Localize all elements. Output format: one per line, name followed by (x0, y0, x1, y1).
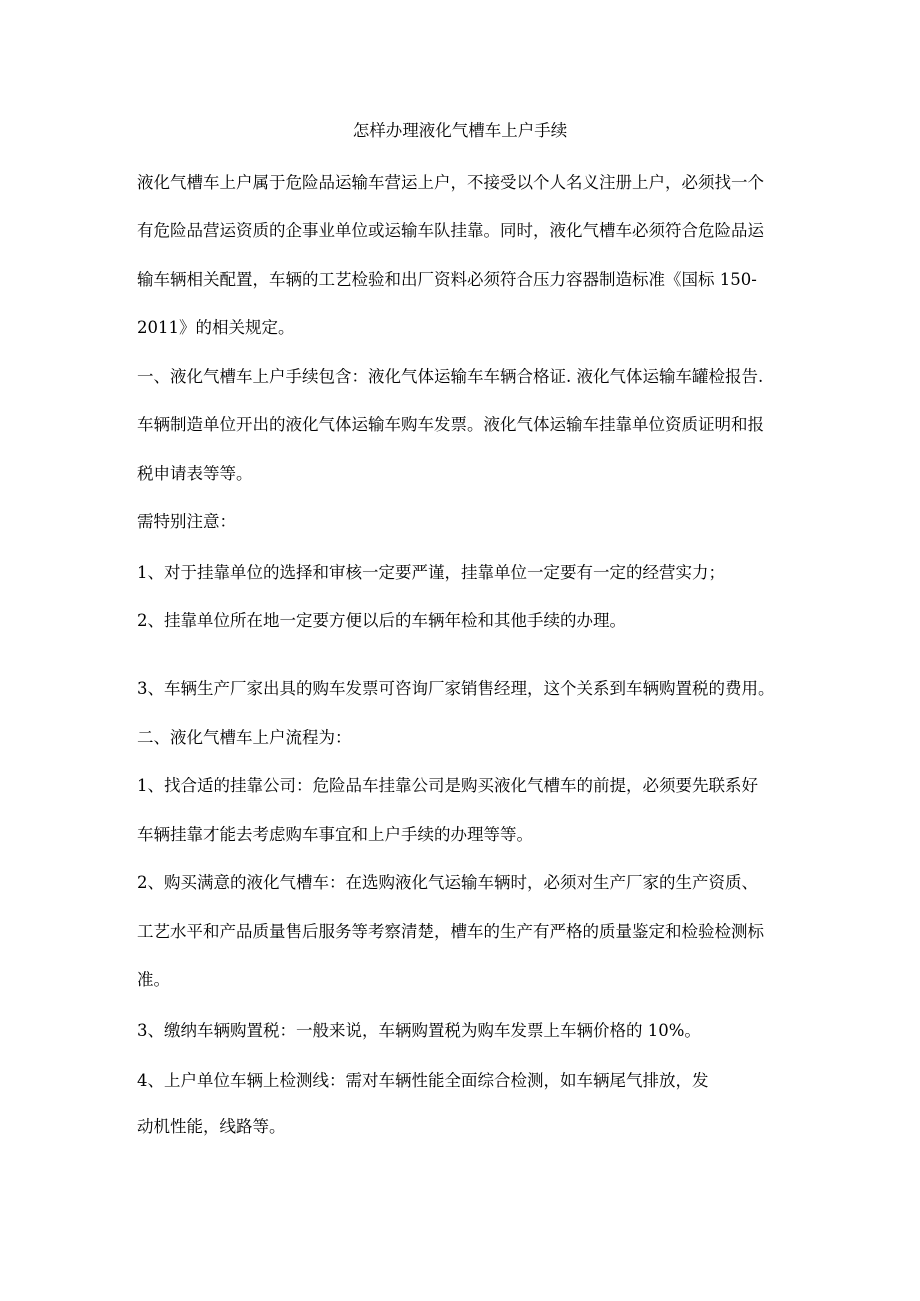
step2-line: 准。 (137, 970, 170, 989)
step1-line: 1、找合适的挂靠公司：危险品车挂靠公司是购买液化气槽车的前提，必须要先联系好 (137, 776, 758, 795)
intro-line: 输车辆相关配置，车辆的工艺检验和出厂资料必须符合压力容器制造标准《国标 150- (137, 270, 757, 289)
notice-heading: 需特别注意： (137, 512, 236, 531)
section1-line: 一、液化气槽车上户手续包含：液化气体运输车车辆合格证. 液化气体运输车罐检报告. (137, 367, 764, 386)
step2-line: 2、购买满意的液化气槽车：在选购液化气运输车辆时，必须对生产厂家的生产资质、 (137, 873, 758, 892)
section1-line: 车辆制造单位开出的液化气体运输车购车发票。液化气体运输车挂靠单位资质证明和报 (137, 415, 764, 434)
notice-item: 2、挂靠单位所在地一定要方便以后的车辆年检和其他手续的办理。 (137, 611, 626, 630)
notice-item: 3、车辆生产厂家出具的购车发票可咨询厂家销售经理，这个关系到车辆购置税的费用。 (137, 679, 775, 698)
step4-line: 4、上户单位车辆上检测线：需对车辆性能全面综合检测，如车辆尾气排放，发 (137, 1071, 709, 1090)
section1-line: 税申请表等等。 (137, 464, 253, 483)
document-title: 怎样办理液化气槽车上户手续 (352, 121, 568, 140)
step1-line: 车辆挂靠才能去考虑购车事宜和上户手续的办理等等。 (137, 825, 533, 844)
step2-line: 工艺水平和产品质量售后服务等考察清楚，槽车的生产有严格的质量鉴定和检验检测标 (137, 922, 764, 941)
intro-line: 液化气槽车上户属于危险品运输车营运上户，不接受以个人名义注册上户，必须找一个 (137, 173, 764, 192)
intro-line: 2011》的相关规定。 (137, 318, 295, 337)
notice-item: 1、对于挂靠单位的选择和审核一定要严谨，挂靠单位一定要有一定的经营实力； (137, 563, 725, 582)
step4-line: 动机性能，线路等。 (137, 1117, 286, 1136)
step3-line: 3、缴纳车辆购置税：一般来说，车辆购置税为购车发票上车辆价格的 10%。 (137, 1021, 701, 1040)
intro-line: 有危险品营运资质的企事业单位或运输车队挂靠。同时，液化气槽车必须符合危险品运 (137, 221, 764, 240)
section2-heading: 二、液化气槽车上户流程为： (137, 728, 352, 747)
